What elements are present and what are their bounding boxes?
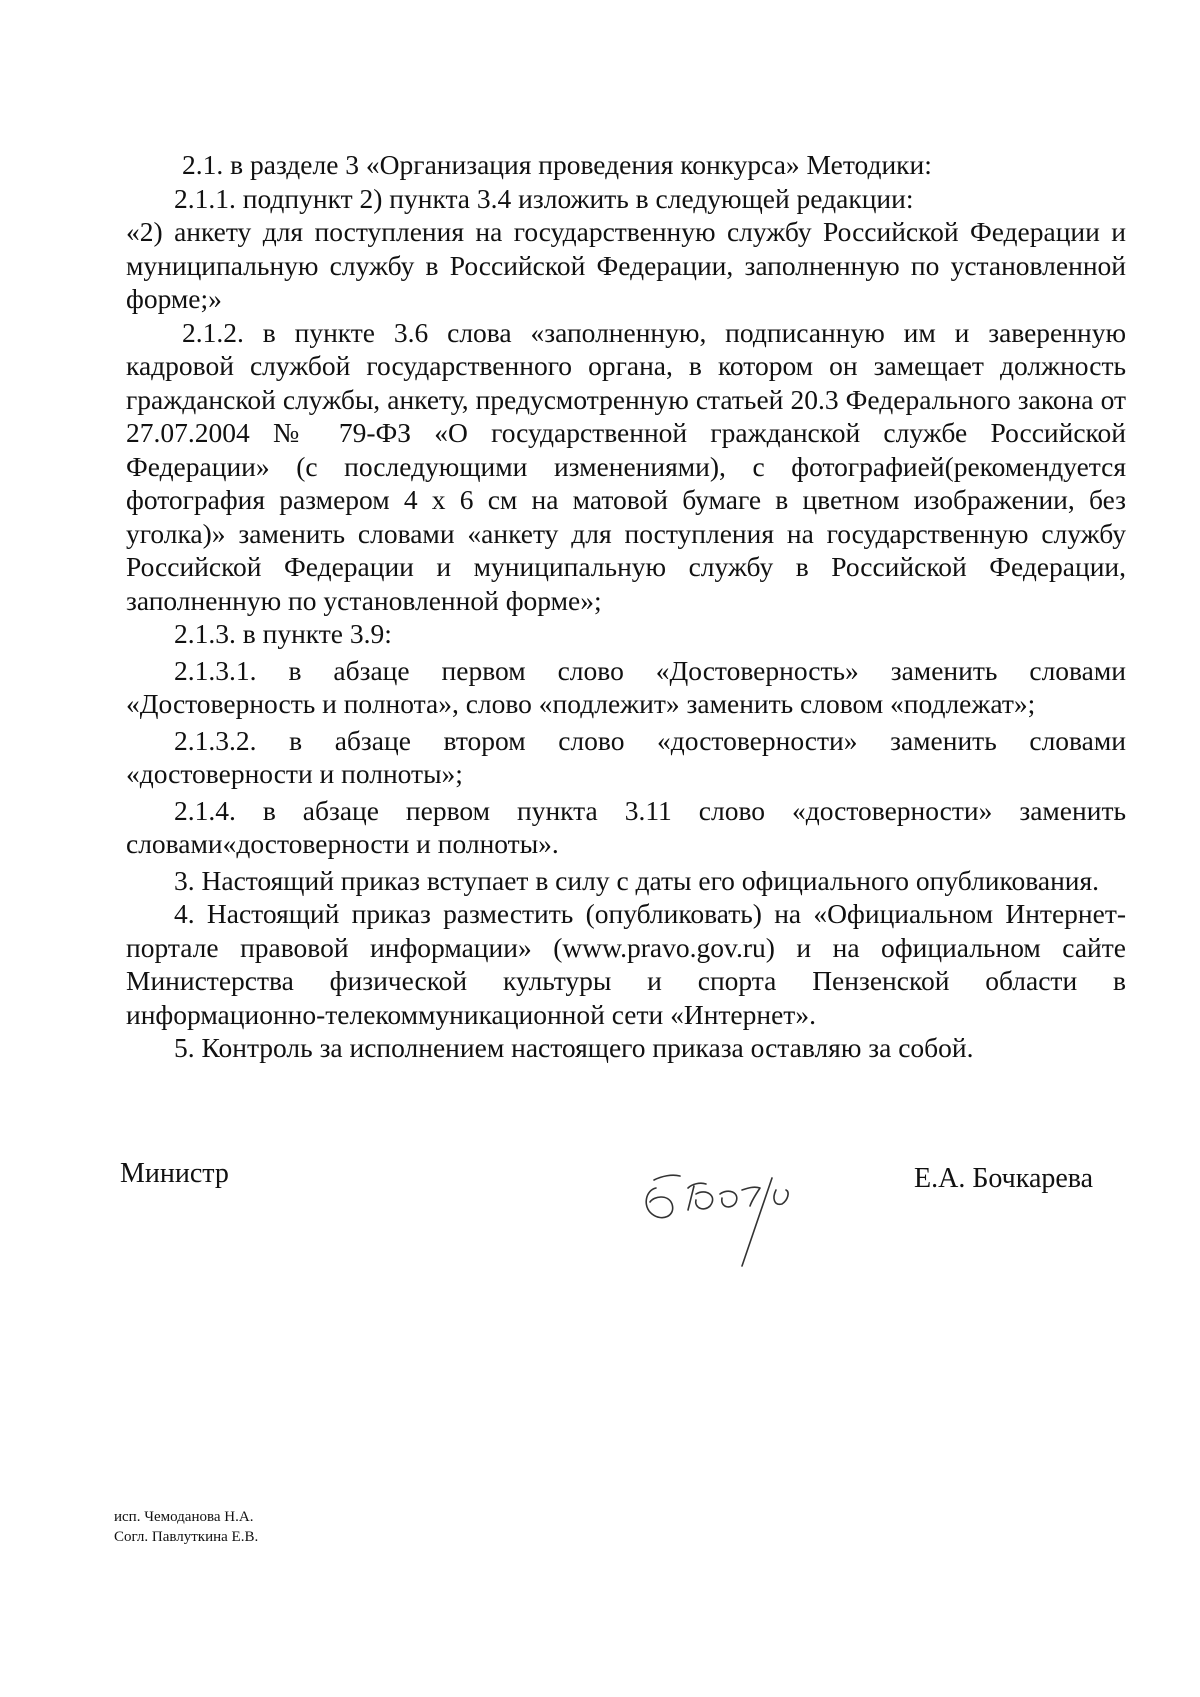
signer-position: Министр <box>120 1158 229 1189</box>
paragraph-2-1-1-text: «2) анкету для поступления на государственную службу Российской Федерации и муниципальную службу в Российской Федерации, заполненную по установленной форме;» <box>126 216 1126 314</box>
paragraph-2-1-1: 2.1.1. подпункт 2) пункта 3.4 изложить в следующей редакции: <box>174 182 914 214</box>
paragraph-3: 3. Настоящий приказ вступает в силу с даты его официального опубликования. <box>174 864 1100 896</box>
paragraph-2-1-3: 2.1.3. в пункте 3.9: <box>174 618 392 649</box>
approved-line: Согл. Павлуткина Е.В. <box>114 1529 259 1545</box>
footer-note <box>114 1507 258 1547</box>
signer-name: Е.А. Бочкарева <box>914 1163 1094 1194</box>
paragraph-2-1-4: 2.1.4. в абзаце первом пункта 3.11 слово «достоверности» заменить словами«достоверности и полноты». <box>126 794 1126 859</box>
paragraph-4: 4. Настоящий приказ разместить (опубликовать) на «Официальном Интернет-портале правовой информации» (www.pravo.gov.ru) и на официальном сайте Министерства физической культуры и спорта Пензенской области в информационно-телекоммуникационной сети «Интернет». <box>126 898 1126 1030</box>
paragraph-2-1-2: 2.1.2. в пункте 3.6 слова «заполненную, подписанную им и заверенную кадровой службой государственного органа, в котором он замещает должность гражданской службы, анкету, предусмотренную статьей 20.3 Федерального закона от 27.07.2004 № 79-ФЗ «О государственной гражданской службе Российской Федерации» (с последующими изменениями), с фотографией(рекомендуется фотография размером 4 х 6 см на матовой бумаге в цветном изображении, без уголка)» заменить словами «анкету для поступления на государственную службу Российской Федерации и муниципальную службу в Российской Федерации, заполненную по установленной форме»; <box>126 316 1126 616</box>
handwritten-signature-icon <box>636 1160 816 1270</box>
paragraph-2-1-3-1: 2.1.3.1. в абзаце первом слово «Достоверность» заменить словами «Достоверность и полнота», слово «подлежит» заменить словом «подлежат»; <box>126 654 1126 719</box>
executor-line: исп. Чемоданова Н.А. <box>114 1509 254 1525</box>
document-body <box>126 148 1126 1065</box>
paragraph-2-1-3-2: 2.1.3.2. в абзаце втором слово «достоверности» заменить словами «достоверности и полноты»; <box>126 724 1126 789</box>
paragraph-2-1: 2.1. в разделе 3 «Организация проведения конкурса» Методики: <box>182 149 932 180</box>
paragraph-5: 5. Контроль за исполнением настоящего приказа оставляю за собой. <box>174 1032 974 1063</box>
